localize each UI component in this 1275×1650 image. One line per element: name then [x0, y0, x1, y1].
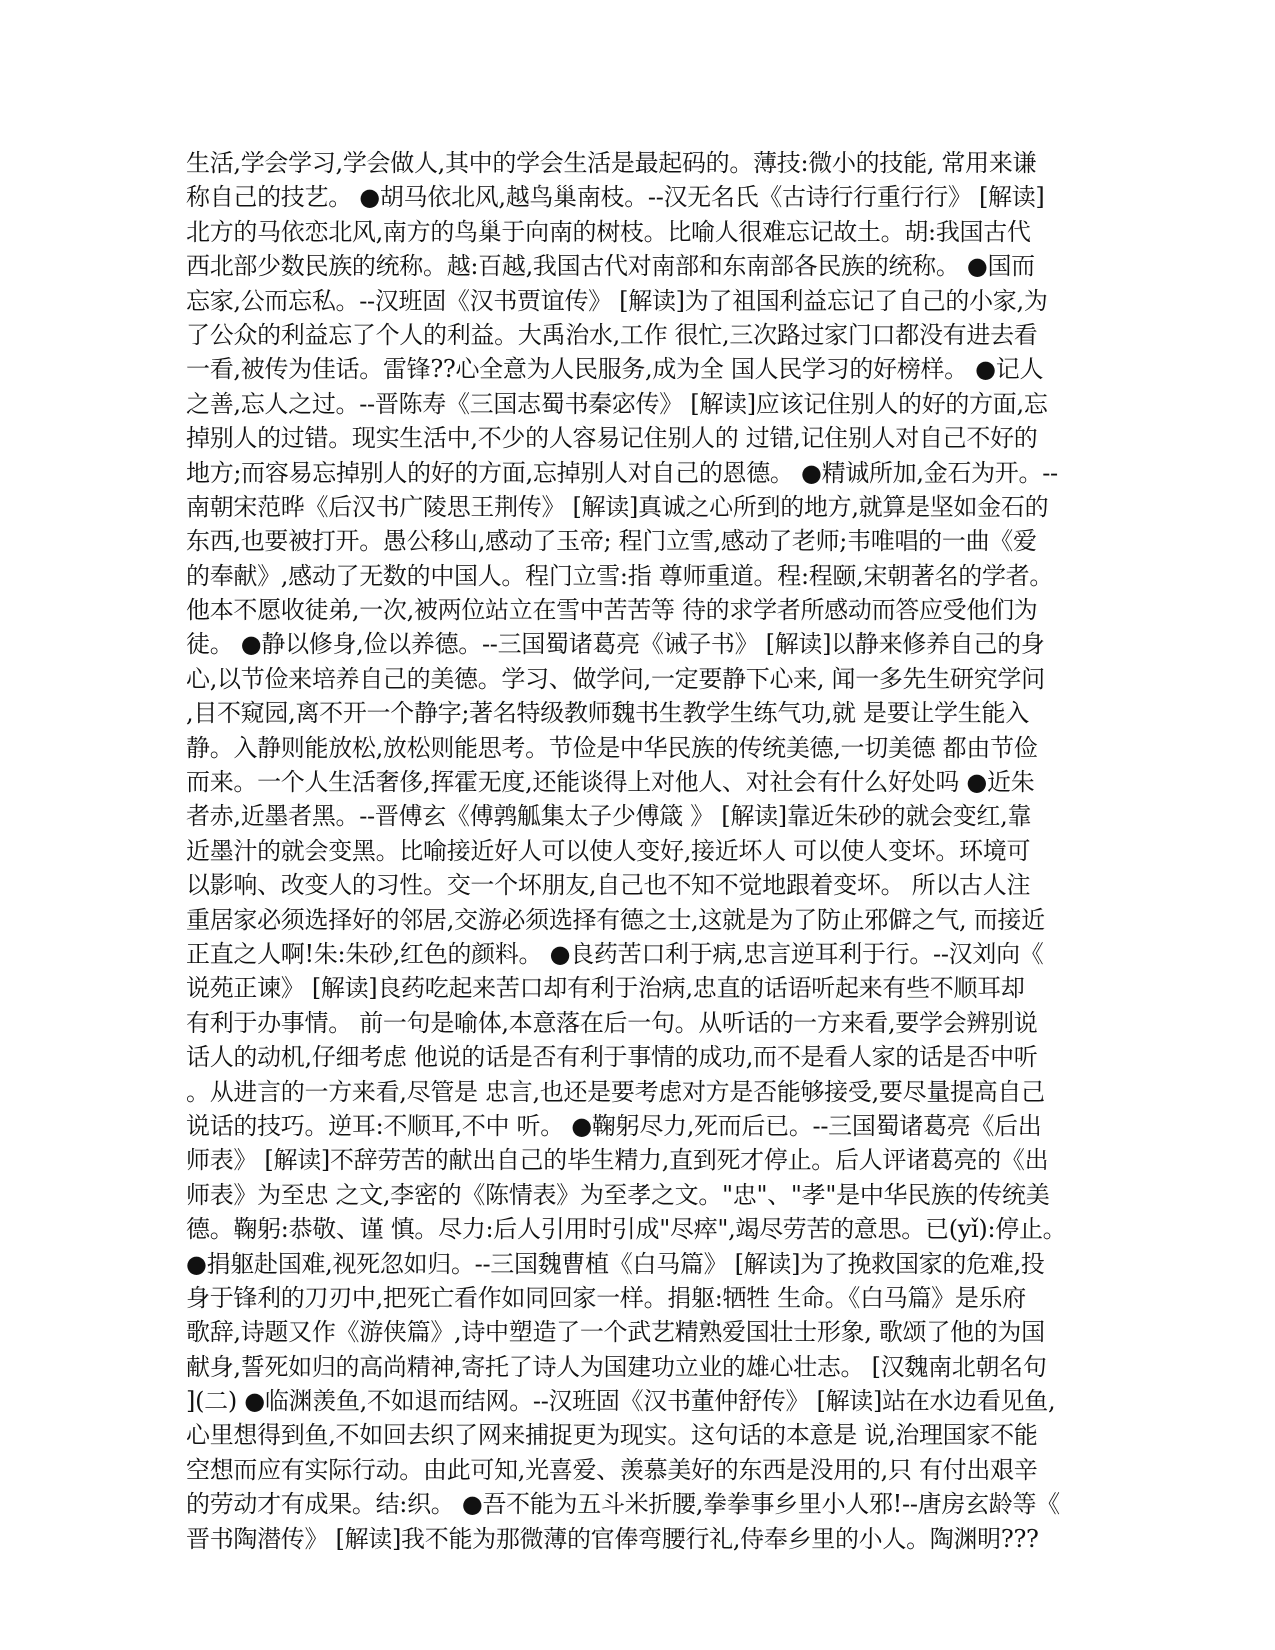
text-line: 说苑正谏》 [解读]良药吃起来苦口却有利于治病,忠直的话语听起来有些不顺耳却 [186, 974, 1025, 1003]
text-line: 了公众的利益忘了个人的利益。大禹治水,工作 很忙,三次路过家门口都没有进去看 [186, 320, 1038, 349]
text-line: 有利于办事情。 前一句是喻体,本意落在后一句。从听话的一方来看,要学会辨别说 [186, 1008, 1038, 1037]
text-line: 空想而应有实际行动。由此可知,光喜爱、羡慕美好的东西是没用的,只 有付出艰辛 [186, 1455, 1038, 1484]
text-line: ,目不窥园,离不开一个静字;著名特级教师魏书生教学生练气功,就 是要让学生能入 [186, 699, 1029, 728]
text-line: 献身,誓死如归的高尚精神,寄托了诗人为国建功立业的雄心壮志。 [汉魏南北朝名句 [186, 1352, 1047, 1381]
text-line: 一看,被传为佳话。雷锋??心全意为人民服务,成为全 国人民学习的好榜样。 ●记人 [186, 355, 1044, 384]
text-line: 近墨汁的就会变黑。比喻接近好人可以使人变好,接近坏人 可以使人变坏。环境可 [186, 836, 1031, 865]
text-line: 徒。 ●静以修身,俭以养德。--三国蜀诸葛亮《诫子书》 [解读]以静来修养自己的身 [186, 630, 1045, 659]
text-line: 师表》为至忠 之文,李密的《陈情表》为至孝之文。"忠"、"孝"是中华民族的传统美 [186, 1180, 1050, 1209]
text-line: 。从进言的一方来看,尽管是 忠言,也还是要考虑对方是否能够接受,要尽量提高自己 [186, 1077, 1045, 1106]
text-line: 心,以节俭来培养自己的美德。学习、做学问,一定要静下心来, 闻一多先生研究学问 [186, 664, 1045, 693]
text-line: 的劳动才有成果。结:织。 ●吾不能为五斗米折腰,拳拳事乡里小人邪!--唐房玄龄等《 [186, 1490, 1060, 1519]
text-line: 东西,也要被打开。愚公移山,感动了玉帝; 程门立雪,感动了老师;韦唯唱的一曲《爱 [186, 527, 1037, 556]
body-text [186, 146, 1076, 1556]
text-line: 重居家必须选择好的邻居,交游必须选择有德之士,这就是为了防止邪僻之气, 而接近 [186, 905, 1045, 934]
text-line: 掉别人的过错。现实生活中,不少的人容易记住别人的 过错,记住别人对自己不好的 [186, 424, 1038, 453]
text-line: 话人的动机,仔细考虑 他说的话是否有利于事情的成功,而不是看人家的话是否中听 [186, 1043, 1038, 1072]
text-line: 地方;而容易忘掉别人的好的方面,忘掉别人对自己的恩德。 ●精诚所加,金石为开。-- [186, 458, 1058, 487]
text-line: 心里想得到鱼,不如回去织了网来捕捉更为现实。这句话的本意是 说,治理国家不能 [186, 1421, 1038, 1450]
text-line: 忘家,公而忘私。--汉班固《汉书贾谊传》 [解读]为了祖国利益忘记了自己的小家,为 [186, 286, 1048, 315]
text-line: ](二) ●临渊羡鱼,不如退而结网。--汉班固《汉书董仲舒传》 [解读]站在水边看见鱼, [186, 1387, 1056, 1416]
text-line: 的奉献》,感动了无数的中国人。程门立雪:指 尊师重道。程:程颐,宋朝著名的学者。 [186, 561, 1054, 590]
text-line: 他本不愿收徒弟,一次,被两位站立在雪中苦苦等 待的求学者所感动而答应受他们为 [186, 596, 1038, 625]
text-line: 生活,学会学习,学会做人,其中的学会生活是最起码的。薄技:微小的技能, 常用来谦 [186, 149, 1037, 177]
text-line: 德。鞠躬:恭敬、谨 慎。尽力:后人引用时引成"尽瘁",竭尽劳苦的意思。已(yǐ):停止。 [186, 1215, 1067, 1244]
text-line: 之善,忘人之过。--晋陈寿《三国志蜀书秦宓传》 [解读]应该记住别人的好的方面,忘 [186, 389, 1048, 418]
text-line: 而来。一个人生活奢侈,挥霍无度,还能谈得上对他人、对社会有什么好处吗 ●近朱 [186, 768, 1035, 797]
text-line: ●捐躯赴国难,视死忽如归。--三国魏曹植《白马篇》 [解读]为了挽救国家的危难,投 [186, 1249, 1045, 1278]
text-line: 静。入静则能放松,放松则能思考。节俭是中华民族的传统美德,一切美德 都由节俭 [186, 733, 1038, 762]
text-line: 以影响、改变人的习性。交一个坏朋友,自己也不知不觉地跟着变坏。 所以古人注 [186, 871, 1031, 900]
text-line: 说话的技巧。逆耳:不顺耳,不中 听。 ●鞠躬尽力,死而后已。--三国蜀诸葛亮《后出 [186, 1111, 1042, 1140]
text-line: 西北部少数民族的统称。越:百越,我国古代对南部和东南部各民族的统称。 ●国而 [186, 252, 1035, 281]
text-line: 北方的马依恋北风,南方的鸟巢于向南的树枝。比喻人很难忘记故土。胡:我国古代 [186, 217, 1031, 246]
text-line: 师表》 [解读]不辞劳苦的献出自己的毕生精力,直到死才停止。后人评诸葛亮的《出 [186, 1146, 1049, 1175]
text-line: 正直之人啊!朱:朱砂,红色的颜料。 ●良药苦口利于病,忠言逆耳利于行。--汉刘向《 [186, 939, 1044, 968]
text-line: 南朝宋范晔《后汉书广陵思王荆传》 [解读]真诚之心所到的地方,就算是坚如金石的 [186, 492, 1049, 521]
text-line: 身于锋利的刀刃中,把死亡看作如同回家一样。捐躯:牺牲 生命。《白马篇》是乐府 [186, 1283, 1026, 1312]
text-line: 称自己的技艺。 ●胡马依北风,越鸟巢南枝。--汉无名氏《古诗行行重行行》 [解读] [186, 183, 1045, 212]
text-line: 晋书陶潜传》 [解读]我不能为那微薄的官俸弯腰行礼,侍奉乡里的小人。陶渊明??? [186, 1524, 1039, 1553]
text-line: 者赤,近墨者黑。--晋傅玄《傅鹑觚集太子少傅箴 》 [解读]靠近朱砂的就会变红,靠 [186, 802, 1032, 831]
text-line: 歌辞,诗题又作《游侠篇》,诗中塑造了一个武艺精熟爱国壮士形象, 歌颂了他的为国 [186, 1318, 1045, 1347]
